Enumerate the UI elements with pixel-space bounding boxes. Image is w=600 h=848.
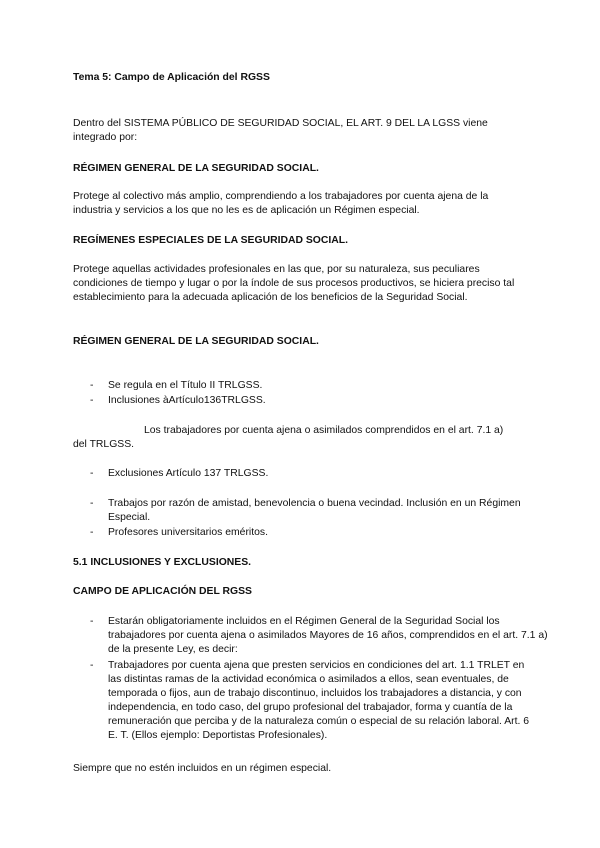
list-item-text: Profesores universitarios eméritos.: [108, 527, 268, 538]
intro-paragraph: Dentro del SISTEMA PÚBLICO DE SEGURIDAD SOCIAL, EL ART. 9 DEL LA LGSS viene integrado por:: [73, 118, 488, 143]
heading-campo-aplicacion: CAMPO DE APLICACIÓN DEL RGSS: [73, 586, 252, 597]
heading-inclusiones-exclusiones: 5.1 INCLUSIONES Y EXCLUSIONES.: [73, 557, 252, 568]
list-item-text: Trabajos por razón de amistad, benevolencia o buena vecindad. Inclusión en un Régimen Especial.: [108, 498, 521, 523]
heading-regimenes-especiales: REGÍMENES ESPECIALES DE LA SEGURIDAD SOCIAL.: [73, 235, 349, 246]
list-item-text: Inclusiones àArtículo136TRLGSS.: [108, 395, 266, 406]
list-bullet: -: [90, 616, 94, 627]
indented-text-line-2: del TRLGSS.: [73, 439, 135, 450]
list-bullet: -: [90, 660, 94, 671]
paragraph-regimen-general: Protege al colectivo más amplio, comprendiendo a los trabajadores por cuenta ajena de la industria y servicios a los que no les es de aplicación un Régimen especial.: [73, 191, 489, 216]
list-bullet: -: [90, 395, 94, 406]
closing-line: Siempre que no estén incluidos en un régimen especial.: [73, 763, 332, 774]
list-item-text: Estarán obligatoriamente incluidos en el Régimen General de la Seguridad Social los trabajadores por cuenta ajena o asimilados Mayores de 16 años, comprendidos en el art. 7.1 a) de la presente Ley, es decir:: [108, 616, 548, 655]
list-item-text: Exclusiones Artículo 137 TRLGSS.: [108, 468, 269, 479]
heading-regimen-general: RÉGIMEN GENERAL DE LA SEGURIDAD SOCIAL.: [73, 163, 319, 174]
list-bullet: -: [90, 498, 94, 509]
list-bullet: -: [90, 527, 94, 538]
list-bullet: -: [90, 380, 94, 391]
list-bullet: -: [90, 468, 94, 479]
list-item-text: Trabajadores por cuenta ajena que presten servicios en condiciones del art. 1.1 TRLET en las distintas ramas de la actividad económica o asimilados a ellos, sean eventuales, de temporada o fijos, aun de trabajo discontinuo, incluidos los trabajadores a distancia, y con independencia, en todo caso, del grupo profesional del trabajador, forma y cuantía de la remuneración que perciba y de la naturaleza común o especial de su relación laboral. Art. 6 E. T. (Ellos ejemplo: Deportistas Profesionales).: [108, 660, 530, 741]
indented-text-line-1: Los trabajadores por cuenta ajena o asimilados comprendidos en el art. 7.1 a): [144, 425, 504, 436]
paragraph-regimenes-especiales: Protege aquellas actividades profesionales en las que, por su naturaleza, sus peculiares condiciones de tiempo y lugar o por la índole de sus procesos productivos, se hiciera preciso tal establecimiento para la adecuada aplicación de los beneficios de la Seguridad Social.: [73, 264, 515, 303]
heading-regimen-general-2: RÉGIMEN GENERAL DE LA SEGURIDAD SOCIAL.: [73, 336, 319, 347]
document-title: Tema 5: Campo de Aplicación del RGSS: [73, 72, 270, 83]
list-item-text: Se regula en el Título II TRLGSS.: [108, 380, 263, 391]
